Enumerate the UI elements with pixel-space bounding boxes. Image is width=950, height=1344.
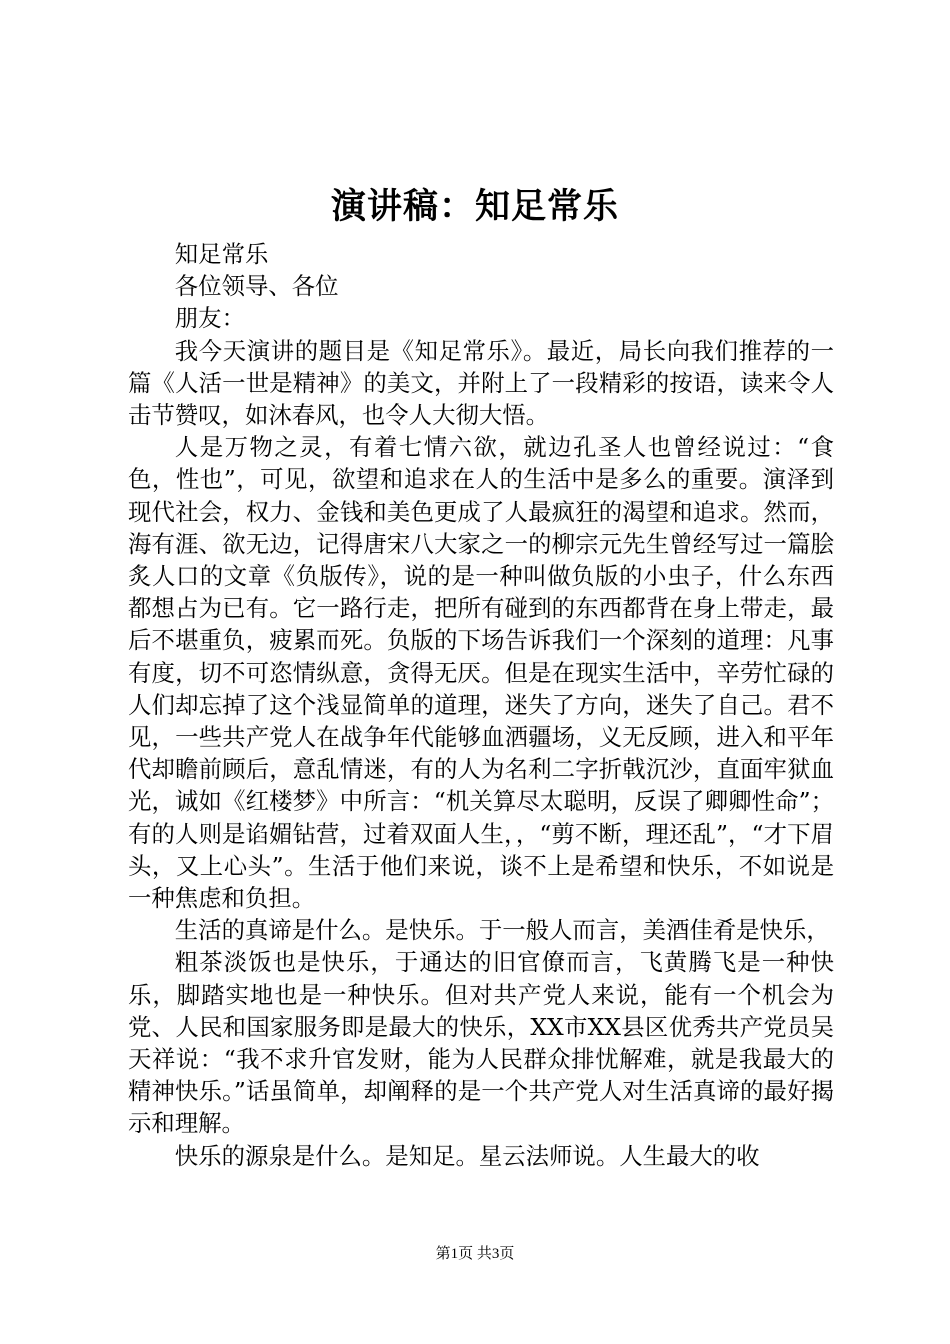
paragraph: 朋友： xyxy=(174,304,245,333)
page-footer: 第1页 共3页 xyxy=(435,1246,515,1262)
document-body xyxy=(128,238,834,1172)
document-title: 演讲稿：知足常乐 xyxy=(330,186,619,227)
paragraph: 各位领导、各位 xyxy=(174,272,339,301)
paragraph: 人是万物之灵，有着七情六欲，就边孔圣人也曾经说过：“食色，性也”，可见，欲望和追求在人的生活中是多么的重要。演泽到现代社会，权力、金钱和美色更成了人最疯狂的渴望和追求。然而，海有涯、欲无边，记得唐宋八大家之一的柳宗元先生曾经写过一篇脍炙人口的文章《负版传》，说的是一种叫做负版的小虫子，什么东西都想占为已有。它一路行走，把所有碰到的东西都背在身上带走，最后不堪重负，疲累而死。负版的下场告诉我们一个深刻的道理：凡事有度，切不可恣情纵意，贪得无厌。但是在现实生活中，辛劳忙碌的人们却忘掉了这个浅显简单的道理，迷失了方向，迷失了自己。君不见，一些共产党人在战争年代能够血洒疆场，义无反顾，进入和平年代却瞻前顾后，意乱情迷，有的人为名利二字折戟沉沙，直面牢狱血光，诚如《红楼梦》中所言：“机关算尽太聪明，反误了卿卿性命”；有的人则是谄媚钻营，过着双面人生，，“剪不断，理还乱”，“才下眉头，又上心头”。生活于他们来说，谈不上是希望和快乐，不如说是一种焦虑和负担。 xyxy=(128,433,834,913)
paragraph: 知足常乐 xyxy=(174,240,269,268)
paragraph: 快乐的源泉是什么。是知足。星云法师说。人生最大的收 xyxy=(174,1141,760,1170)
paragraph: 粗茶淡饭也是快乐，于通达的旧官僚而言，飞黄腾飞是一种快乐，脚踏实地也是一种快乐。但对共产党人来说，能有一个机会为党、人民和国家服务即是最大的快乐，XX市XX县区优秀共产党员吴天祥说：“我不求升官发财，能为人民群众排忧解难，就是我最大的精神快乐。”话虽简单，却阐释的是一个共产党人对生活真谛的最好揭示和理解。 xyxy=(128,948,834,1138)
paragraph: 我今天演讲的题目是《知足常乐》。最近，局长向我们推荐的一篇《人活一世是精神》的美文，并附上了一段精彩的按语，读来令人击节赞叹，如沐春风，也令人大彻大悟。 xyxy=(128,336,834,430)
paragraph: 生活的真谛是什么。是快乐。于一般人而言，美酒佳肴是快乐， xyxy=(174,916,830,945)
